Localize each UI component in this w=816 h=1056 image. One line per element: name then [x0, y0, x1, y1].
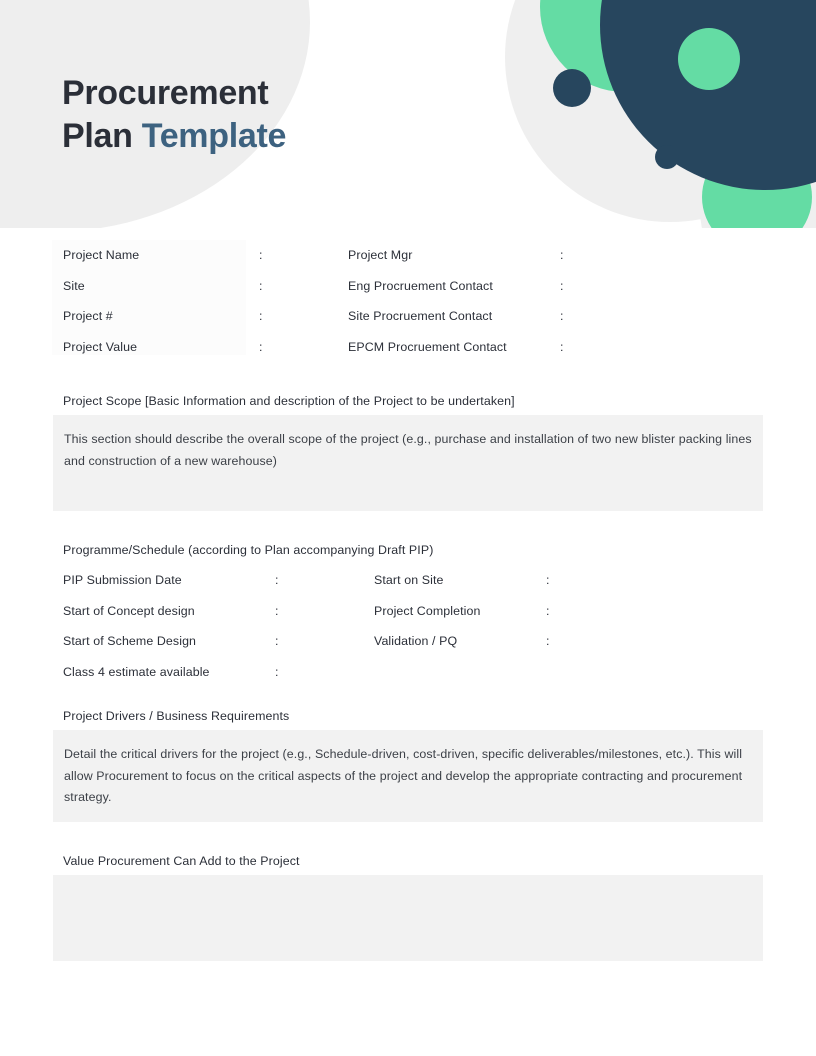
field-project-value[interactable] — [0, 340, 348, 354]
field-label: Start of Scheme Design — [63, 634, 197, 649]
field-label: Project Name — [63, 248, 140, 263]
field-label: Start of Concept design — [63, 603, 195, 618]
field-project-number[interactable] — [0, 309, 348, 323]
field-separator: : — [275, 634, 279, 649]
document-header-banner — [0, 0, 816, 228]
project-scope-heading: Project Scope [Basic Information and description of the Project to be undertaken] — [63, 394, 515, 408]
project-scope-section — [0, 394, 816, 511]
field-row — [0, 240, 816, 271]
field-label: Project Completion — [374, 603, 481, 618]
field-project-name[interactable] — [0, 248, 348, 262]
field-row — [0, 271, 816, 302]
field-label: EPCM Procruement Contact — [348, 339, 507, 354]
field-project-mgr[interactable] — [348, 248, 563, 262]
field-site[interactable] — [0, 279, 348, 293]
field-separator: : — [259, 278, 263, 293]
value-procurement-section — [0, 854, 816, 961]
field-separator: : — [259, 309, 263, 324]
field-class-4-estimate-available[interactable] — [0, 665, 374, 679]
field-separator: : — [560, 339, 564, 354]
value-procurement-heading: Value Procurement Can Add to the Project — [63, 854, 300, 868]
field-separator: : — [546, 603, 550, 618]
page-title-line-1: Procurement — [62, 74, 269, 112]
field-start-on-site[interactable] — [374, 573, 549, 587]
field-separator: : — [560, 278, 564, 293]
page-title-word-template: Template — [141, 117, 287, 155]
field-start-of-scheme-design[interactable] — [0, 634, 374, 648]
field-separator: : — [560, 309, 564, 324]
field-label: Project # — [63, 309, 113, 324]
page-title-word-plan: Plan — [62, 117, 142, 155]
field-label: Site Procruement Contact — [348, 309, 493, 324]
field-separator: : — [560, 248, 564, 263]
decorative-dot-navy-large — [553, 69, 591, 107]
field-separator: : — [546, 634, 550, 649]
field-eng-procurement-contact[interactable] — [348, 279, 563, 293]
project-scope-body: This section should describe the overall scope of the project (e.g., purchase and installation of two new blister packing lines and construction of a new warehouse) — [64, 432, 752, 468]
project-scope-textbox[interactable] — [53, 415, 763, 511]
field-row — [0, 626, 816, 657]
field-epcm-procurement-contact[interactable] — [348, 340, 563, 354]
value-procurement-textbox[interactable] — [53, 875, 763, 961]
field-label: Project Value — [63, 339, 138, 354]
field-row — [0, 565, 816, 596]
field-label: Project Mgr — [348, 248, 413, 263]
field-label: Eng Procruement Contact — [348, 278, 493, 293]
field-label: PIP Submission Date — [63, 573, 182, 588]
field-row — [0, 301, 816, 332]
field-row — [0, 657, 816, 688]
field-separator: : — [275, 664, 279, 679]
field-separator: : — [259, 248, 263, 263]
field-start-of-concept-design[interactable] — [0, 604, 374, 618]
project-drivers-body: Detail the critical drivers for the project (e.g., Schedule-driven, cost-driven, specific deliverables/milestones, etc.). This will allow Procurement to focus on the critical aspects of the project and develop the appropriate contracting and procurement strategy. — [64, 747, 743, 804]
project-drivers-heading: Project Drivers / Business Requirements — [63, 709, 290, 723]
field-separator: : — [275, 603, 279, 618]
field-label: Site — [63, 278, 85, 293]
page-title — [62, 72, 286, 158]
page-title-line-2 — [62, 115, 286, 158]
field-site-procurement-contact[interactable] — [348, 309, 563, 323]
field-row — [0, 596, 816, 627]
project-drivers-section — [0, 709, 816, 822]
field-separator: : — [275, 573, 279, 588]
document-body — [0, 240, 816, 961]
field-separator: : — [259, 339, 263, 354]
field-row — [0, 332, 816, 363]
field-separator: : — [546, 573, 550, 588]
programme-schedule-heading: Programme/Schedule (according to Plan accompanying Draft PIP) — [63, 543, 434, 557]
decorative-dot-navy-small — [655, 145, 679, 169]
field-pip-submission-date[interactable] — [0, 573, 374, 587]
programme-schedule-section — [0, 543, 816, 687]
field-label: Class 4 estimate available — [63, 664, 210, 679]
field-validation-pq[interactable] — [374, 634, 549, 648]
project-info-section — [0, 240, 816, 362]
decorative-dot-green — [678, 28, 740, 90]
project-drivers-textbox[interactable] — [53, 730, 763, 822]
field-label: Start on Site — [374, 573, 444, 588]
field-label: Validation / PQ — [374, 634, 458, 649]
field-project-completion[interactable] — [374, 604, 549, 618]
